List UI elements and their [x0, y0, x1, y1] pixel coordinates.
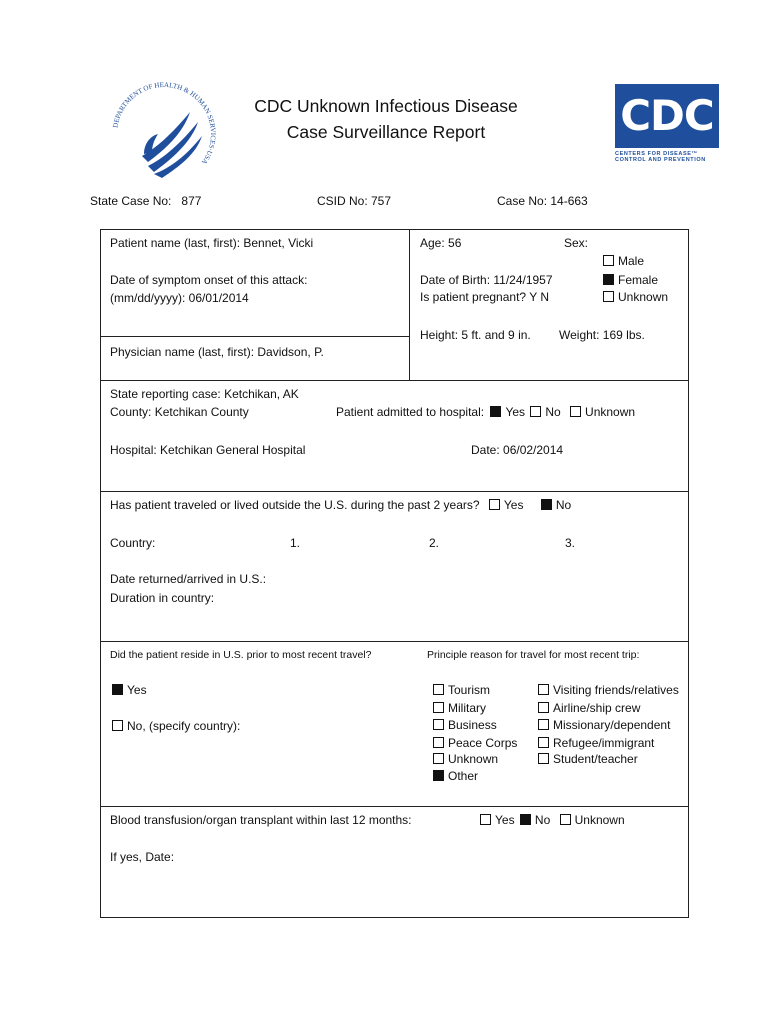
reason-unknown[interactable]: [433, 752, 498, 766]
peace-corps-label: Peace Corps: [448, 736, 518, 750]
transfusion-unknown-checkbox[interactable]: [560, 814, 571, 825]
travel-question: [110, 498, 571, 512]
sex-option-male[interactable]: [603, 254, 644, 268]
sex-unknown-checkbox[interactable]: [603, 291, 614, 302]
reason-airline[interactable]: [538, 701, 640, 715]
reason-unknown-label: Unknown: [448, 752, 499, 766]
transfusion-unknown-label: Unknown: [574, 813, 625, 827]
reason-student[interactable]: [538, 752, 638, 766]
hhs-seal-logo: [104, 74, 224, 194]
refugee-label: Refugee/immigrant: [553, 736, 655, 750]
military-label: Military: [448, 701, 486, 715]
sex-option-female[interactable]: [603, 273, 658, 287]
tourism-checkbox[interactable]: [433, 684, 444, 695]
visiting-label: Visiting friends/relatives: [553, 683, 679, 697]
duration-in-country: Duration in country:: [110, 591, 215, 605]
country-slot-2: 2.: [429, 536, 440, 550]
country-slot-3: 3.: [565, 536, 576, 550]
state-case-no: [90, 194, 201, 208]
military-checkbox[interactable]: [433, 702, 444, 713]
admitted-yes-label: Yes: [505, 405, 526, 419]
date-returned: Date returned/arrived in U.S.:: [110, 572, 267, 586]
other-checkbox[interactable]: [433, 770, 444, 781]
cdc-logo-letters: CDC: [615, 84, 719, 148]
country-slot-1: 1.: [290, 536, 301, 550]
reason-military[interactable]: [433, 701, 486, 715]
business-checkbox[interactable]: [433, 719, 444, 730]
reason-refugee[interactable]: [538, 736, 654, 750]
travel-yes-checkbox[interactable]: [489, 499, 500, 510]
reason-visiting[interactable]: [538, 683, 679, 697]
onset-value: (mm/dd/yyyy): 06/01/2014: [110, 291, 249, 305]
reason-missionary[interactable]: [538, 718, 670, 732]
state-reporting-case: State reporting case: Ketchikan, AK: [110, 387, 299, 401]
female-checkbox[interactable]: [603, 274, 614, 285]
tourism-label: Tourism: [448, 683, 491, 697]
onset-label: Date of symptom onset of this attack:: [110, 273, 308, 287]
student-checkbox[interactable]: [538, 753, 549, 764]
transfusion-yes-checkbox[interactable]: [480, 814, 491, 825]
missionary-checkbox[interactable]: [538, 719, 549, 730]
airline-label: Airline/ship crew: [553, 701, 641, 715]
physician-name: Physician name (last, first): Davidson, P.: [110, 345, 324, 359]
csid-no: CSID No: 757: [317, 194, 392, 208]
admitted-unknown-checkbox[interactable]: [570, 406, 581, 417]
admitted-label: Patient admitted to hospital:: [336, 405, 485, 419]
age: Age: 56: [420, 236, 462, 250]
sex-unknown-label: Unknown: [618, 290, 669, 304]
male-label: Male: [618, 254, 645, 268]
travel-no-label: No: [555, 498, 572, 512]
hospital-name: Hospital: Ketchikan General Hospital: [110, 443, 306, 457]
patient-divider-horizontal: [100, 336, 410, 337]
reside-yes-checkbox[interactable]: [112, 684, 123, 695]
sex-label: Sex:: [564, 236, 589, 250]
male-checkbox[interactable]: [603, 255, 614, 266]
admitted-unknown-label: Unknown: [585, 405, 636, 419]
cdc-logo: [615, 84, 719, 170]
reside-yes-label: Yes: [127, 683, 147, 697]
reside-yes-option[interactable]: [112, 683, 147, 697]
transfusion-no-label: No: [534, 813, 551, 827]
weight: Weight: 169 lbs.: [559, 328, 645, 342]
county: County: Ketchikan County: [110, 405, 249, 419]
reside-question: Did the patient reside in U.S. prior to most recent travel?: [110, 649, 372, 661]
admitted-no-label: No: [545, 405, 561, 419]
reason-business[interactable]: [433, 718, 497, 732]
reason-peace-corps[interactable]: [433, 736, 517, 750]
peace-corps-checkbox[interactable]: [433, 737, 444, 748]
pregnant-question: Is patient pregnant? Y N: [420, 290, 549, 304]
admitted-no-checkbox[interactable]: [530, 406, 541, 417]
sex-option-unknown[interactable]: [603, 290, 668, 304]
travel-yes-label: Yes: [503, 498, 524, 512]
travel-reason-label: Principle reason for travel for most recent trip:: [427, 649, 640, 661]
state-case-label: State Case No:: [90, 194, 172, 208]
svg-text:DEPARTMENT OF HEALTH & HUMAN S: DEPARTMENT OF HEALTH & HUMAN SERVICES·USA: [111, 80, 218, 166]
travel-no-checkbox[interactable]: [541, 499, 552, 510]
reside-no-label: No, (specify country):: [127, 719, 241, 733]
title-line-1: CDC Unknown Infectious Disease: [254, 96, 518, 116]
country-label: Country:: [110, 536, 156, 550]
reside-no-option[interactable]: [112, 719, 240, 733]
case-no: Case No: 14-663: [497, 194, 588, 208]
airline-checkbox[interactable]: [538, 702, 549, 713]
transfusion-yes-label: Yes: [495, 813, 515, 827]
if-yes-date: If yes, Date:: [110, 850, 175, 864]
travel-section: [100, 491, 689, 642]
admitted-question: [336, 405, 635, 419]
reside-no-checkbox[interactable]: [112, 720, 123, 731]
admitted-yes-checkbox[interactable]: [490, 406, 501, 417]
transfusion-question: Blood transfusion/organ transplant within last 12 months:: [110, 813, 412, 827]
visiting-checkbox[interactable]: [538, 684, 549, 695]
hospital-date: Date: 06/02/2014: [471, 443, 564, 457]
patient-name: Patient name (last, first): Bennet, Vicki: [110, 236, 314, 250]
reason-tourism[interactable]: [433, 683, 490, 697]
transfusion-options: [480, 813, 625, 827]
student-label: Student/teacher: [553, 752, 638, 766]
transfusion-no-checkbox[interactable]: [520, 814, 531, 825]
cdc-logo-line-2: CONTROL AND PREVENTION: [615, 157, 706, 163]
patient-divider-vertical: [409, 229, 410, 381]
date-of-birth: Date of Birth: 11/24/1957: [420, 273, 553, 287]
state-case-value: 877: [181, 194, 202, 208]
height: Height: 5 ft. and 9 in.: [420, 328, 531, 342]
reason-unknown-checkbox[interactable]: [433, 753, 444, 764]
travel-question-text: Has patient traveled or lived outside the U.S. during the past 2 years?: [110, 498, 480, 512]
missionary-label: Missionary/dependent: [553, 718, 671, 732]
business-label: Business: [448, 718, 497, 732]
other-label: Other: [448, 769, 479, 783]
title-line-2: Case Surveillance Report: [286, 122, 486, 142]
female-label: Female: [618, 273, 659, 287]
reason-other[interactable]: [433, 769, 478, 783]
cdc-logo-line-1: CENTERS FOR DISEASE™: [615, 151, 698, 157]
refugee-checkbox[interactable]: [538, 737, 549, 748]
